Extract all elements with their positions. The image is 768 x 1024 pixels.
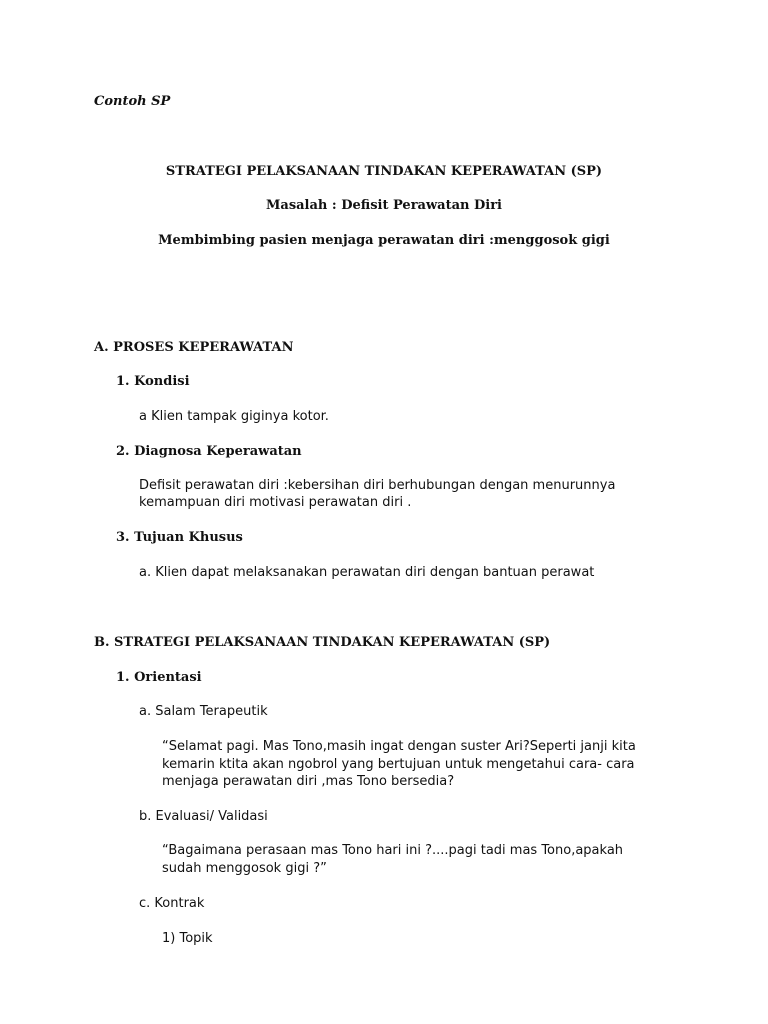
document-label: Contoh SP [94,94,171,109]
diagnosa-text-line-1: Defisit perawatan diri :kebersihan diri berhubungan dengan menurunnya [139,478,616,493]
document-title: STRATEGI PELAKSANAAN TINDAKAN KEPERAWATAN (SP) [165,164,603,179]
tujuan-heading: 3. Tujuan Khusus [116,530,243,545]
salam-text-line-2: kemarin ktita akan ngobrol yang bertujuan untuk mengetahui cara- cara [162,757,635,772]
diagnosa-text-line-2: kemampuan diri motivasi perawatan diri . [139,495,412,510]
kondisi-text: a Klien tampak giginya kotor. [139,409,329,424]
evaluasi-heading: b. Evaluasi/ Validasi [139,809,268,824]
salam-heading: a. Salam Terapeutik [139,704,268,719]
kontrak-heading: c. Kontrak [139,896,205,911]
section-a-heading: A. PROSES KEPERAWATAN [94,340,294,355]
evaluasi-text-line-2: sudah menggosok gigi ?” [162,861,327,876]
salam-text-line-3: menjaga perawatan diri ,mas Tono bersedia? [162,774,455,789]
tujuan-text: a. Klien dapat melaksanakan perawatan diri dengan bantuan perawat [139,565,595,580]
document-problem: Masalah : Defisit Perawatan Diri [266,198,502,213]
salam-text-line-1: “Selamat pagi. Mas Tono,masih ingat dengan suster Ari?Seperti janji kita [162,739,636,754]
diagnosa-heading: 2. Diagnosa Keperawatan [116,444,302,459]
evaluasi-text-line-1: “Bagaimana perasaan mas Tono hari ini ?....pagi tadi mas Tono,apakah [162,843,624,858]
kondisi-heading: 1. Kondisi [116,374,190,389]
document-subtitle: Membimbing pasien menjaga perawatan diri :menggosok gigi [158,233,610,248]
orientasi-heading: 1. Orientasi [116,670,202,685]
topik-heading: 1) Topik [162,931,213,946]
section-b-heading: B. STRATEGI PELAKSANAAN TINDAKAN KEPERAWATAN (SP) [94,635,551,650]
